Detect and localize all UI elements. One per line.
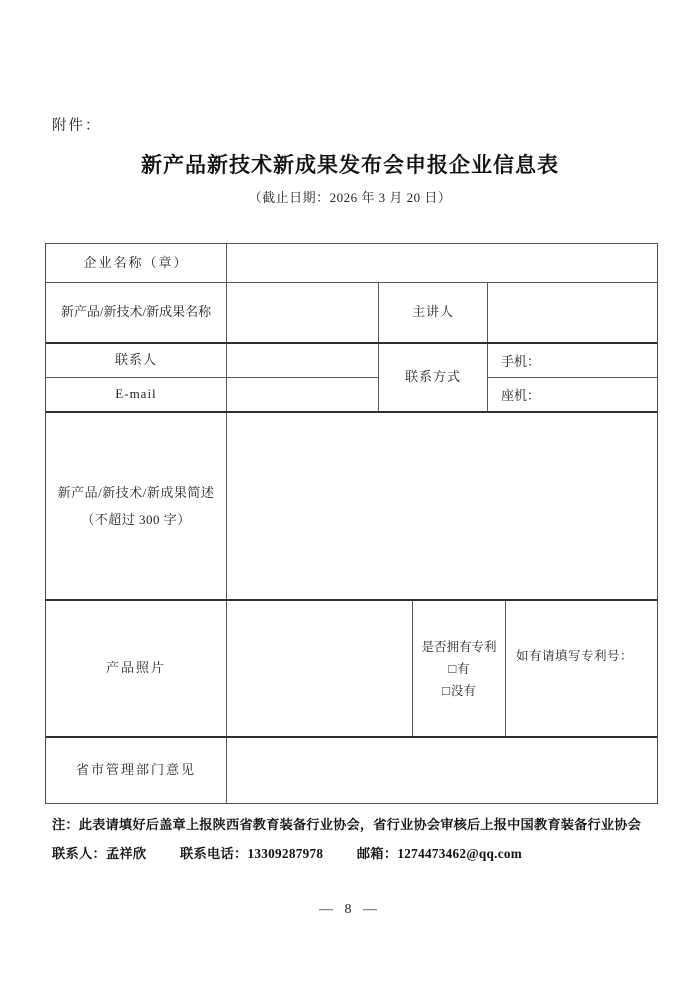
checkbox-icon[interactable]: □ [448, 660, 457, 676]
footer-contact-person: 联系人：孟祥欣 [52, 846, 147, 861]
checkbox-icon[interactable]: □ [442, 682, 450, 698]
patent-number-label: 如有请填写专利号： [516, 649, 634, 663]
landline-phone-label: 座机： [501, 387, 541, 403]
contact-labels-column [46, 344, 227, 411]
page-number: — 8 — [319, 902, 381, 917]
phone-column [488, 344, 657, 411]
footer-contact-email: 邮箱：1274473462@qq.com [356, 846, 523, 861]
summary-field[interactable] [227, 413, 657, 599]
contact-person-field[interactable] [227, 344, 378, 378]
mobile-phone-label: 手机： [501, 353, 541, 369]
summary-label-line1: 新产品/新技术/新成果简述 [57, 485, 215, 500]
patent-option-yes[interactable] [448, 658, 469, 680]
contact-values-column [227, 344, 379, 411]
summary-label [46, 413, 227, 599]
row-achievement-name [46, 283, 657, 344]
contact-person-label: 联系人 [46, 344, 226, 378]
patent-number-field[interactable] [506, 601, 657, 736]
authority-opinion-label: 省市管理部门意见 [46, 738, 227, 803]
attachment-label: 附件： [52, 118, 102, 134]
row-company-name [46, 244, 657, 283]
row-summary [46, 413, 657, 601]
row-authority-opinion [46, 738, 657, 803]
presenter-field[interactable] [488, 283, 657, 342]
deadline-subtitle: （截止日期：2026 年 3 月 20 日） [248, 190, 452, 205]
photo-field[interactable] [227, 601, 413, 736]
patent-option-no-label: 没有 [450, 683, 476, 698]
page-title: 新产品新技术新成果发布会申报企业信息表 [141, 153, 559, 177]
patent-question-cell [413, 601, 506, 736]
landline-phone-field[interactable] [488, 378, 657, 412]
contact-method-label: 联系方式 [379, 344, 488, 411]
application-form-table [45, 243, 658, 804]
patent-option-no[interactable] [442, 680, 476, 702]
patent-option-yes-label: 有 [457, 661, 470, 676]
row-contact-info [46, 344, 657, 413]
company-name-label: 企业名称（章） [46, 244, 227, 282]
footer-contact-phone: 联系电话：13309287978 [180, 846, 324, 861]
email-label: E-mail [115, 386, 157, 402]
footer-contacts [52, 843, 652, 862]
achievement-name-field[interactable] [227, 283, 379, 342]
patent-question-label: 是否拥有专利 [421, 639, 497, 654]
email-field[interactable] [227, 378, 378, 412]
summary-label-line2: （不超过 300 字） [81, 512, 191, 527]
authority-opinion-field[interactable] [227, 738, 657, 803]
note-text: 注：此表请填好后盖章上报陕西省教育装备行业协会，省行业协会审核后上报中国教育装备行业协会 [52, 817, 642, 832]
presenter-label: 主讲人 [379, 283, 488, 342]
row-photo-patent [46, 601, 657, 738]
company-name-field[interactable] [227, 244, 657, 282]
mobile-phone-field[interactable] [488, 344, 657, 378]
photo-label: 产品照片 [46, 601, 227, 736]
achievement-name-label: 新产品/新技术/新成果名称 [46, 283, 227, 342]
